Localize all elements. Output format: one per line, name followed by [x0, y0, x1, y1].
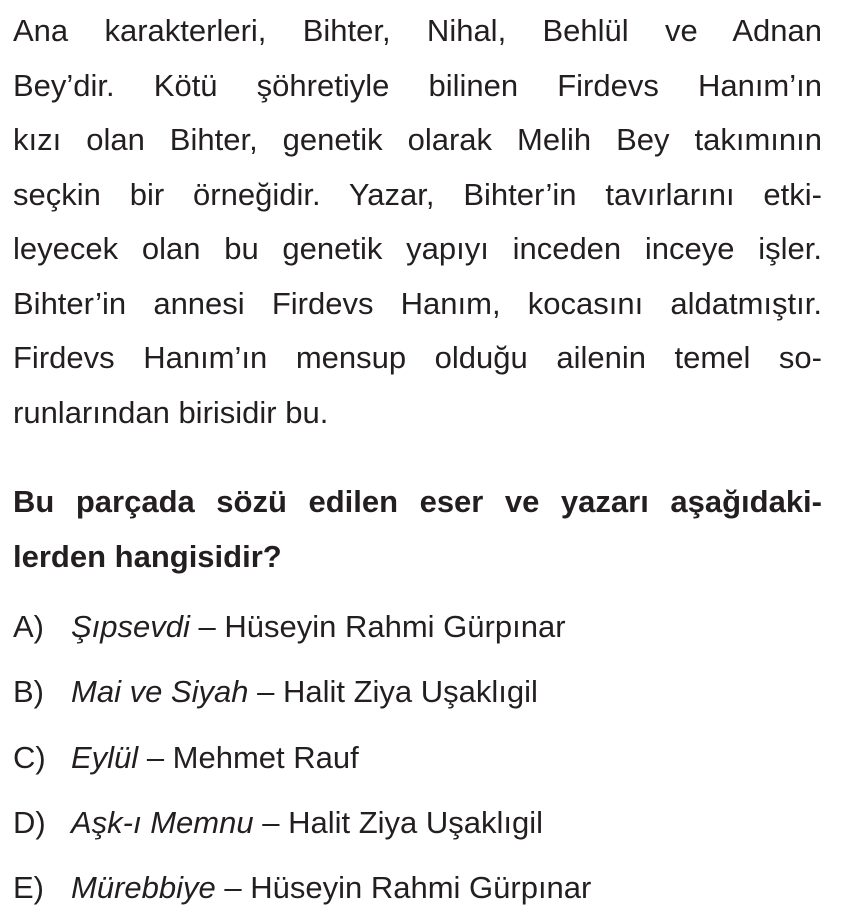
option-b[interactable] — [13, 659, 822, 724]
passage-line: Bey’dir. Kötü şöhretiyle bilinen Firdevs Hanım’ın — [13, 67, 822, 103]
passage-line: leyecek olan bu genetik yapıyı inceden inceye işler. — [13, 231, 822, 266]
option-work-title: Eylül — [71, 739, 139, 775]
option-letter: E) — [13, 870, 44, 906]
option-author: Hüseyin Rahmi Gürpınar — [250, 870, 592, 906]
question-line: lerden hangisidir? — [13, 539, 282, 574]
option-work-title: Mai ve Siyah — [71, 674, 249, 710]
option-c[interactable] — [13, 725, 822, 790]
option-separator: – — [248, 674, 283, 710]
question-stem — [13, 474, 822, 584]
option-author: Hüseyin Rahmi Gürpınar — [224, 609, 566, 644]
option-work-title: Aşk-ı Memnu — [71, 804, 254, 840]
option-author: Halit Ziya Uşaklıgil — [288, 804, 544, 840]
option-d[interactable] — [13, 790, 822, 855]
question-line: Bu parçada sözü edilen eser ve yazarı aşağıdaki- — [13, 484, 822, 519]
option-a[interactable] — [13, 594, 822, 659]
passage-line: kızı olan Bihter, genetik olarak Melih Bey takımının — [13, 122, 822, 157]
answer-options — [13, 594, 822, 920]
option-separator: – — [215, 870, 251, 906]
option-letter: A) — [13, 609, 44, 644]
passage-line: Bihter’in annesi Firdevs Hanım, kocasını aldatmıştır. — [13, 285, 822, 321]
option-letter: D) — [13, 804, 46, 840]
passage-line: Firdevs Hanım’ın mensup olduğu ailenin temel so- — [13, 340, 822, 375]
option-separator: – — [253, 804, 289, 840]
option-letter: C) — [13, 739, 46, 775]
passage-line: Ana karakterleri, Bihter, Nihal, Behlül ve Adnan — [13, 13, 822, 48]
passage-line: runlarından birisidir bu. — [13, 394, 329, 430]
option-author: Mehmet Rauf — [172, 739, 359, 775]
option-letter: B) — [13, 674, 44, 710]
reading-passage — [13, 0, 822, 440]
option-work-title: Mürebbiye — [71, 870, 216, 906]
option-separator: – — [189, 609, 225, 644]
option-author: Halit Ziya Uşaklıgil — [282, 674, 538, 710]
option-work-title: Şıpsevdi — [71, 609, 190, 644]
option-separator: – — [138, 739, 173, 775]
passage-line: seçkin bir örneğidir. Yazar, Bihter’in tavırlarını etki- — [13, 176, 822, 212]
